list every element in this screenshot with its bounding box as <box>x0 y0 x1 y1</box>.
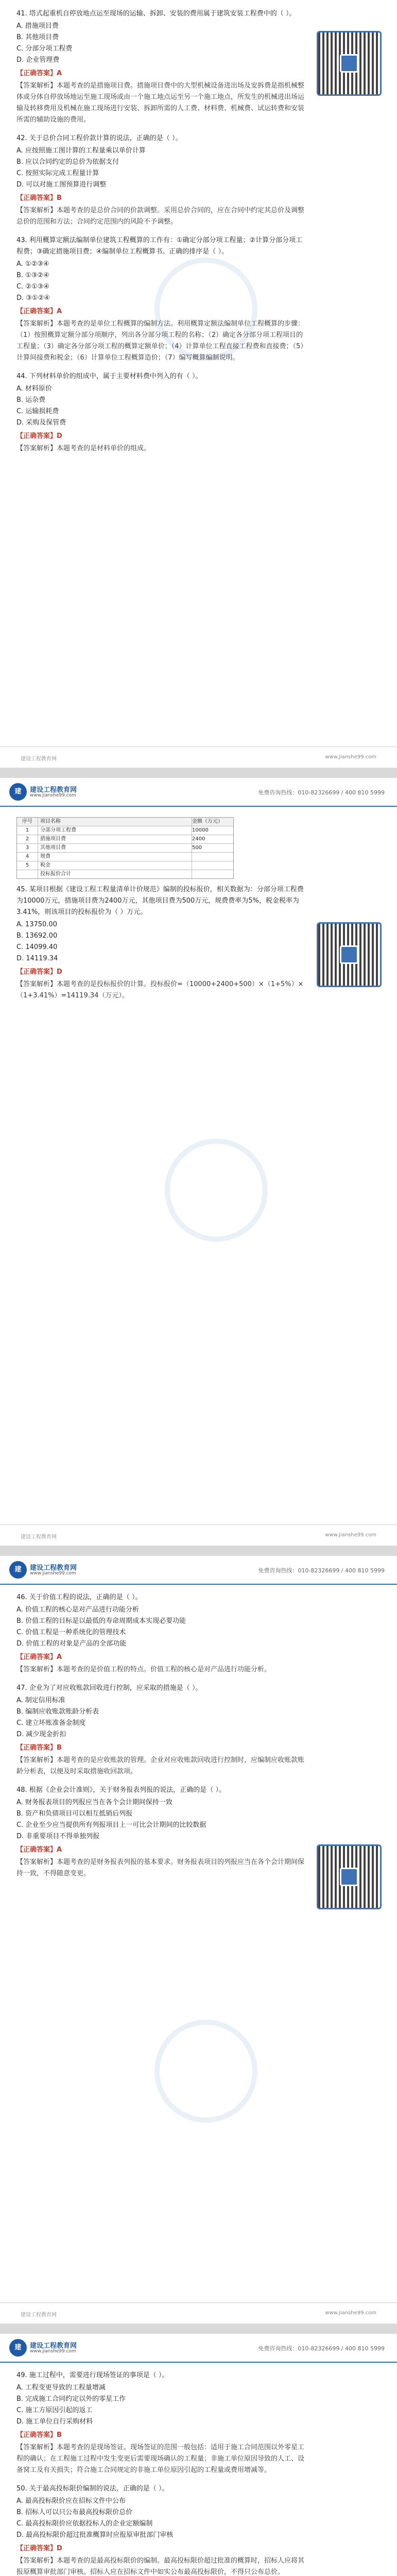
brand-logo[interactable] <box>9 2339 81 2357</box>
answer-explanation: 【答案解析】本题考查的是单位工程概算的编制方法。利用概算定额法编制单位工程概算的步骤：（1）按照概算定额分部分项顺序，列出各分部分项工程的名称；（2）确定各分部分项工程项目的工程量；（3）确定各分部分项工程的概算定额单价；（4）计算单位工程直接工程费和直接费；（5）计算间接费和税金；（6）计算单位工程概算造价；（7）编写概算编制说明。 <box>16 320 305 362</box>
table-row: 5 税金 <box>17 861 233 870</box>
logo-url[interactable]: www.jianshe99.com <box>30 793 76 798</box>
page-header <box>0 1556 397 1585</box>
option-d: D. 采购及保管费 <box>16 419 66 427</box>
option-a: A. 应按照施工图计算的工程量乘以单价计算 <box>16 147 146 155</box>
table-row: 3 其他项目费 500 <box>17 843 233 852</box>
answer-explanation: 【答案解析】本题考查的是价值工程的特点。价值工程的核心是对产品进行功能分析。 <box>16 1666 271 1673</box>
brand-logo[interactable] <box>9 783 81 801</box>
answer-label: 【正确答案】D <box>16 2545 62 2552</box>
option-d: D. ③①②④ <box>16 294 50 302</box>
table-row: 投标报价合计 <box>17 870 233 878</box>
option-c: C. 14099.40 <box>16 943 58 951</box>
question-block-page2 <box>16 814 305 1009</box>
option-d: D. 施工单位自行采购材料 <box>16 2418 93 2426</box>
question-title: 46. 关于价值工程的说法，正确的是（ ）。 <box>16 1594 142 1601</box>
table-row: 序号 项目名称 金额（万元） <box>17 818 233 826</box>
question-title: 41. 塔式起重机自停放地点运至现场的运输、拆卸、安装的费用属于建筑安装工程费中的（ ）。 <box>16 10 296 18</box>
footer-brand: 建设工程教育网 <box>21 756 57 762</box>
logo-mark-icon: 建 <box>9 783 27 801</box>
answer-explanation: 【答案解析】本题考查的是财务报表列报的基本要求。财务报表项目的列报应当在各个会计期间保持一致，不得随意变更。 <box>16 1858 305 1877</box>
page-1 <box>0 0 397 768</box>
option-d: D. 14119.34 <box>16 955 58 962</box>
option-c: C. ②①③④ <box>16 283 49 291</box>
option-c: C. 价值工程是一种系统化的管理技术 <box>16 1629 126 1636</box>
question-50 <box>16 2483 305 2576</box>
option-b: B. 编制应收账款账龄分析表 <box>16 1708 99 1716</box>
question-47 <box>16 1683 305 1777</box>
answer-explanation: 【答案解析】本题考查的是措施项目费。措施项目费中的大型机械设备进出场及安拆费是指机械整体或分体自停放场地运至施工现场或由一个施工地点运至另一个施工地点，所发生的机械进出场运输及转移费用及机械在施工现场进行安装、拆卸所需的人工费、材料费、机械费、试运转费和安装所需的辅助设施的费用。 <box>16 82 305 124</box>
table-row: 2 措施项目费 2400 <box>17 835 233 843</box>
option-a: A. 价值工程的核心是对产品进行功能分析 <box>16 1606 139 1614</box>
page-separator <box>0 2324 397 2334</box>
option-b: B. 其他项目费 <box>16 33 59 41</box>
question-43 <box>16 235 305 364</box>
question-45 <box>16 884 305 1002</box>
logo-url[interactable]: www.jianshe99.com <box>30 2349 76 2354</box>
logo-mark-icon: 建 <box>9 2339 27 2357</box>
question-title: 49. 施工过程中，需要进行现场签证的事项是（ ）。 <box>16 2371 169 2379</box>
answer-explanation: 【答案解析】本题考查的是最高投标限价的编制。最高投标限价超过批准的概算时，招标人应将其报原概算审批部门审核。招标人应在招标文件中如实公布最高投标限价，不得只公布总价。 <box>16 2557 305 2576</box>
question-46 <box>16 1592 305 1675</box>
brand-logo[interactable] <box>9 1561 81 1579</box>
option-d: D. 可以对施工图预算进行调整 <box>16 181 107 189</box>
logo-mark-icon: 建 <box>9 1561 27 1579</box>
logo-url[interactable]: www.jianshe99.com <box>30 1571 76 1576</box>
option-a: A. 工程变更导致的工程量增减 <box>16 2384 106 2392</box>
page-footer <box>0 2302 397 2324</box>
table-row: 4 规费 <box>17 852 233 861</box>
option-d: D. 减少现金折扣 <box>16 1731 66 1738</box>
answer-explanation: 【答案解析】本题考查的是现场签证。现场签证的范围一般包括：适用于施工合同范围以外零星工程的确认；在工程施工过程中发生变更后需要现场确认的工程量；非施工单位原因导致的人工、设备窝工及有关损失；符合施工合同规定的非施工单位原因引起的工程量或费用增减等。 <box>16 2444 305 2474</box>
answer-label: 【正确答案】B <box>16 1744 62 1752</box>
option-d: D. 价值工程的对象是产品的全部功能 <box>16 1640 127 1648</box>
answer-explanation: 【答案解析】本题考查的是材料单价的组成。 <box>16 445 151 452</box>
answer-label: 【正确答案】A <box>16 1846 62 1854</box>
option-c: C. 按照实际完成工程量计算 <box>16 170 99 177</box>
page-separator <box>0 1546 397 1556</box>
option-a: A. 制定信用标准 <box>16 1697 65 1704</box>
answer-label: 【正确答案】B <box>16 194 62 202</box>
page-footer <box>0 747 397 768</box>
question-44 <box>16 371 305 454</box>
question-block-page3 <box>16 1592 305 1887</box>
option-c: C. 施工方原因引起的返工 <box>16 2406 93 2414</box>
logo-text: 建设工程教育网 <box>30 786 77 794</box>
table-row: 1 分部分项工程费 10000 <box>17 826 233 835</box>
answer-label: 【正确答案】B <box>16 2431 62 2439</box>
logo-text: 建设工程教育网 <box>30 2342 77 2350</box>
footer-url: www.jianshe99.com <box>325 2310 376 2316</box>
answer-explanation: 【答案解析】本题考查的是应收账款的管理。企业对应收账款回收进行控制时，应编制应收账款账龄分析表，以便及时采取措施收回款项。 <box>16 1756 305 1775</box>
question-block-page4 <box>16 2370 305 2576</box>
question-title: 50. 关于最高投标限价编制的说法，正确的是（ ）。 <box>16 2485 169 2493</box>
option-b: B. 招标人可以只公布最高投标限价总价 <box>16 2509 133 2516</box>
hotline-text: 免费咨询热线：010-82326699 / 400 810 5999 <box>258 789 385 796</box>
question-42 <box>16 133 305 228</box>
page-4 <box>0 2334 397 2576</box>
option-a: A. ①②③④ <box>16 260 49 268</box>
answer-explanation: 【答案解析】本题考查的是总价合同的价款调整。采用总价合同的，应在合同中约定其总价及调整总价的范围和方法；合同约定范围内的风险不予调整。 <box>16 207 305 226</box>
question-48 <box>16 1785 305 1879</box>
option-c: C. 建立坏账准备金制度 <box>16 1719 86 1727</box>
option-b: B. 价值工程的目标是以最低的寿命周期成本实现必要功能 <box>16 1617 186 1625</box>
option-a: A. 材料原价 <box>16 385 52 393</box>
option-a: A. 措施项目费 <box>16 22 59 30</box>
question-title: 43. 利用概算定额法编制单位建筑工程概算的工作有：①确定分部分项工程量；②计算分部分项工程费；③确定措施项目费；④编制单位工程概算书。正确的排序是（ ）。 <box>16 236 303 256</box>
page-2 <box>0 778 397 1546</box>
option-b: B. 应以合同约定的总价为依据支付 <box>16 158 119 166</box>
page-footer <box>0 1524 397 1546</box>
answer-label: 【正确答案】A <box>16 308 62 315</box>
watermark-seal <box>165 1139 268 1242</box>
option-b: B. 运杂费 <box>16 396 46 404</box>
option-b: B. ①③②④ <box>16 272 49 279</box>
question-49 <box>16 2370 305 2476</box>
answer-label: 【正确答案】D <box>16 432 62 440</box>
option-a: A. 财务报表项目的列报应当在各个会计期间保持一致 <box>16 1799 172 1806</box>
answer-label: 【正确答案】A <box>16 1653 62 1661</box>
footer-url: www.jianshe99.com <box>325 754 376 760</box>
hotline-text: 免费咨询热线：010-82326699 / 400 810 5999 <box>258 2345 385 2352</box>
logo-text: 建设工程教育网 <box>30 1564 77 1572</box>
option-d: D. 企业管理费 <box>16 56 60 64</box>
qr-code-image <box>317 922 382 987</box>
footer-brand: 建设工程教育网 <box>21 1534 57 1540</box>
option-c: C. 运输损耗费 <box>16 408 59 415</box>
question-41 <box>16 8 305 126</box>
answer-label: 【正确答案】D <box>16 968 62 976</box>
option-c: C. 企业至少应当提供所有列报项目上一可比会计期间的比较数据 <box>16 1821 206 1829</box>
qr-code-image <box>317 1844 382 1909</box>
option-c: C. 分部分项工程费 <box>16 45 73 53</box>
qr-code-image <box>317 31 382 96</box>
quote-sheet-table <box>16 817 234 879</box>
question-title: 42. 关于总价合同工程价款计算的说法，正确的是（ ）。 <box>16 134 182 142</box>
page-separator <box>0 768 397 778</box>
option-b: B. 资产和负债项目可以相互抵销后列报 <box>16 1810 133 1818</box>
question-title: 44. 下列材料单价的组成中，属于主要材料费中列入的有（ ）。 <box>16 372 202 380</box>
question-title: 45. 某项目根据《建设工程工程量清单计价规范》编制的投标报价，相关数据为：分部分项工程费为10000万元，措施项目费为2400万元，其他项目费为500万元，规费费率为5%，税金税率为3.41%，则该项目的投标报价为（ ）万元。 <box>16 886 304 916</box>
option-d: D. 非重要项目不得单独列报 <box>16 1833 100 1840</box>
question-title: 47. 企业为了对应收账款回收进行控制，应采取的措施是（ ）。 <box>16 1684 202 1692</box>
page-header <box>0 778 397 807</box>
option-a: A. 13750.00 <box>16 921 57 928</box>
option-b: B. 完成施工合同约定以外的零星工作 <box>16 2395 126 2403</box>
answer-label: 【正确答案】A <box>16 70 62 77</box>
question-block-page1 <box>16 8 305 462</box>
option-b: B. 13692.00 <box>16 932 58 940</box>
hotline-text: 免费咨询热线：010-82326699 / 400 810 5999 <box>258 1567 385 1574</box>
footer-brand: 建设工程教育网 <box>21 2312 57 2318</box>
page-header <box>0 2334 397 2363</box>
watermark-seal <box>154 2020 257 2123</box>
question-title: 48. 根据《企业会计准则》，关于财务报表列报的说法，正确的是（ ）。 <box>16 1786 226 1794</box>
page-3 <box>0 1556 397 2324</box>
footer-url: www.jianshe99.com <box>325 1532 376 1538</box>
option-a: A. 最高投标限价应在招标文件中公布 <box>16 2497 126 2505</box>
option-d: D. 最高投标限价超过批准概算时应报原审批部门审核 <box>16 2531 174 2539</box>
option-c: C. 最高投标限价应依据投标人的企业定额编制 <box>16 2520 153 2528</box>
answer-explanation: 【答案解析】本题考查的是投标报价的计算。投标报价=（10000+2400+500）×（1+5%）×（1+3.41%）=14119.34（万元）。 <box>16 980 304 999</box>
